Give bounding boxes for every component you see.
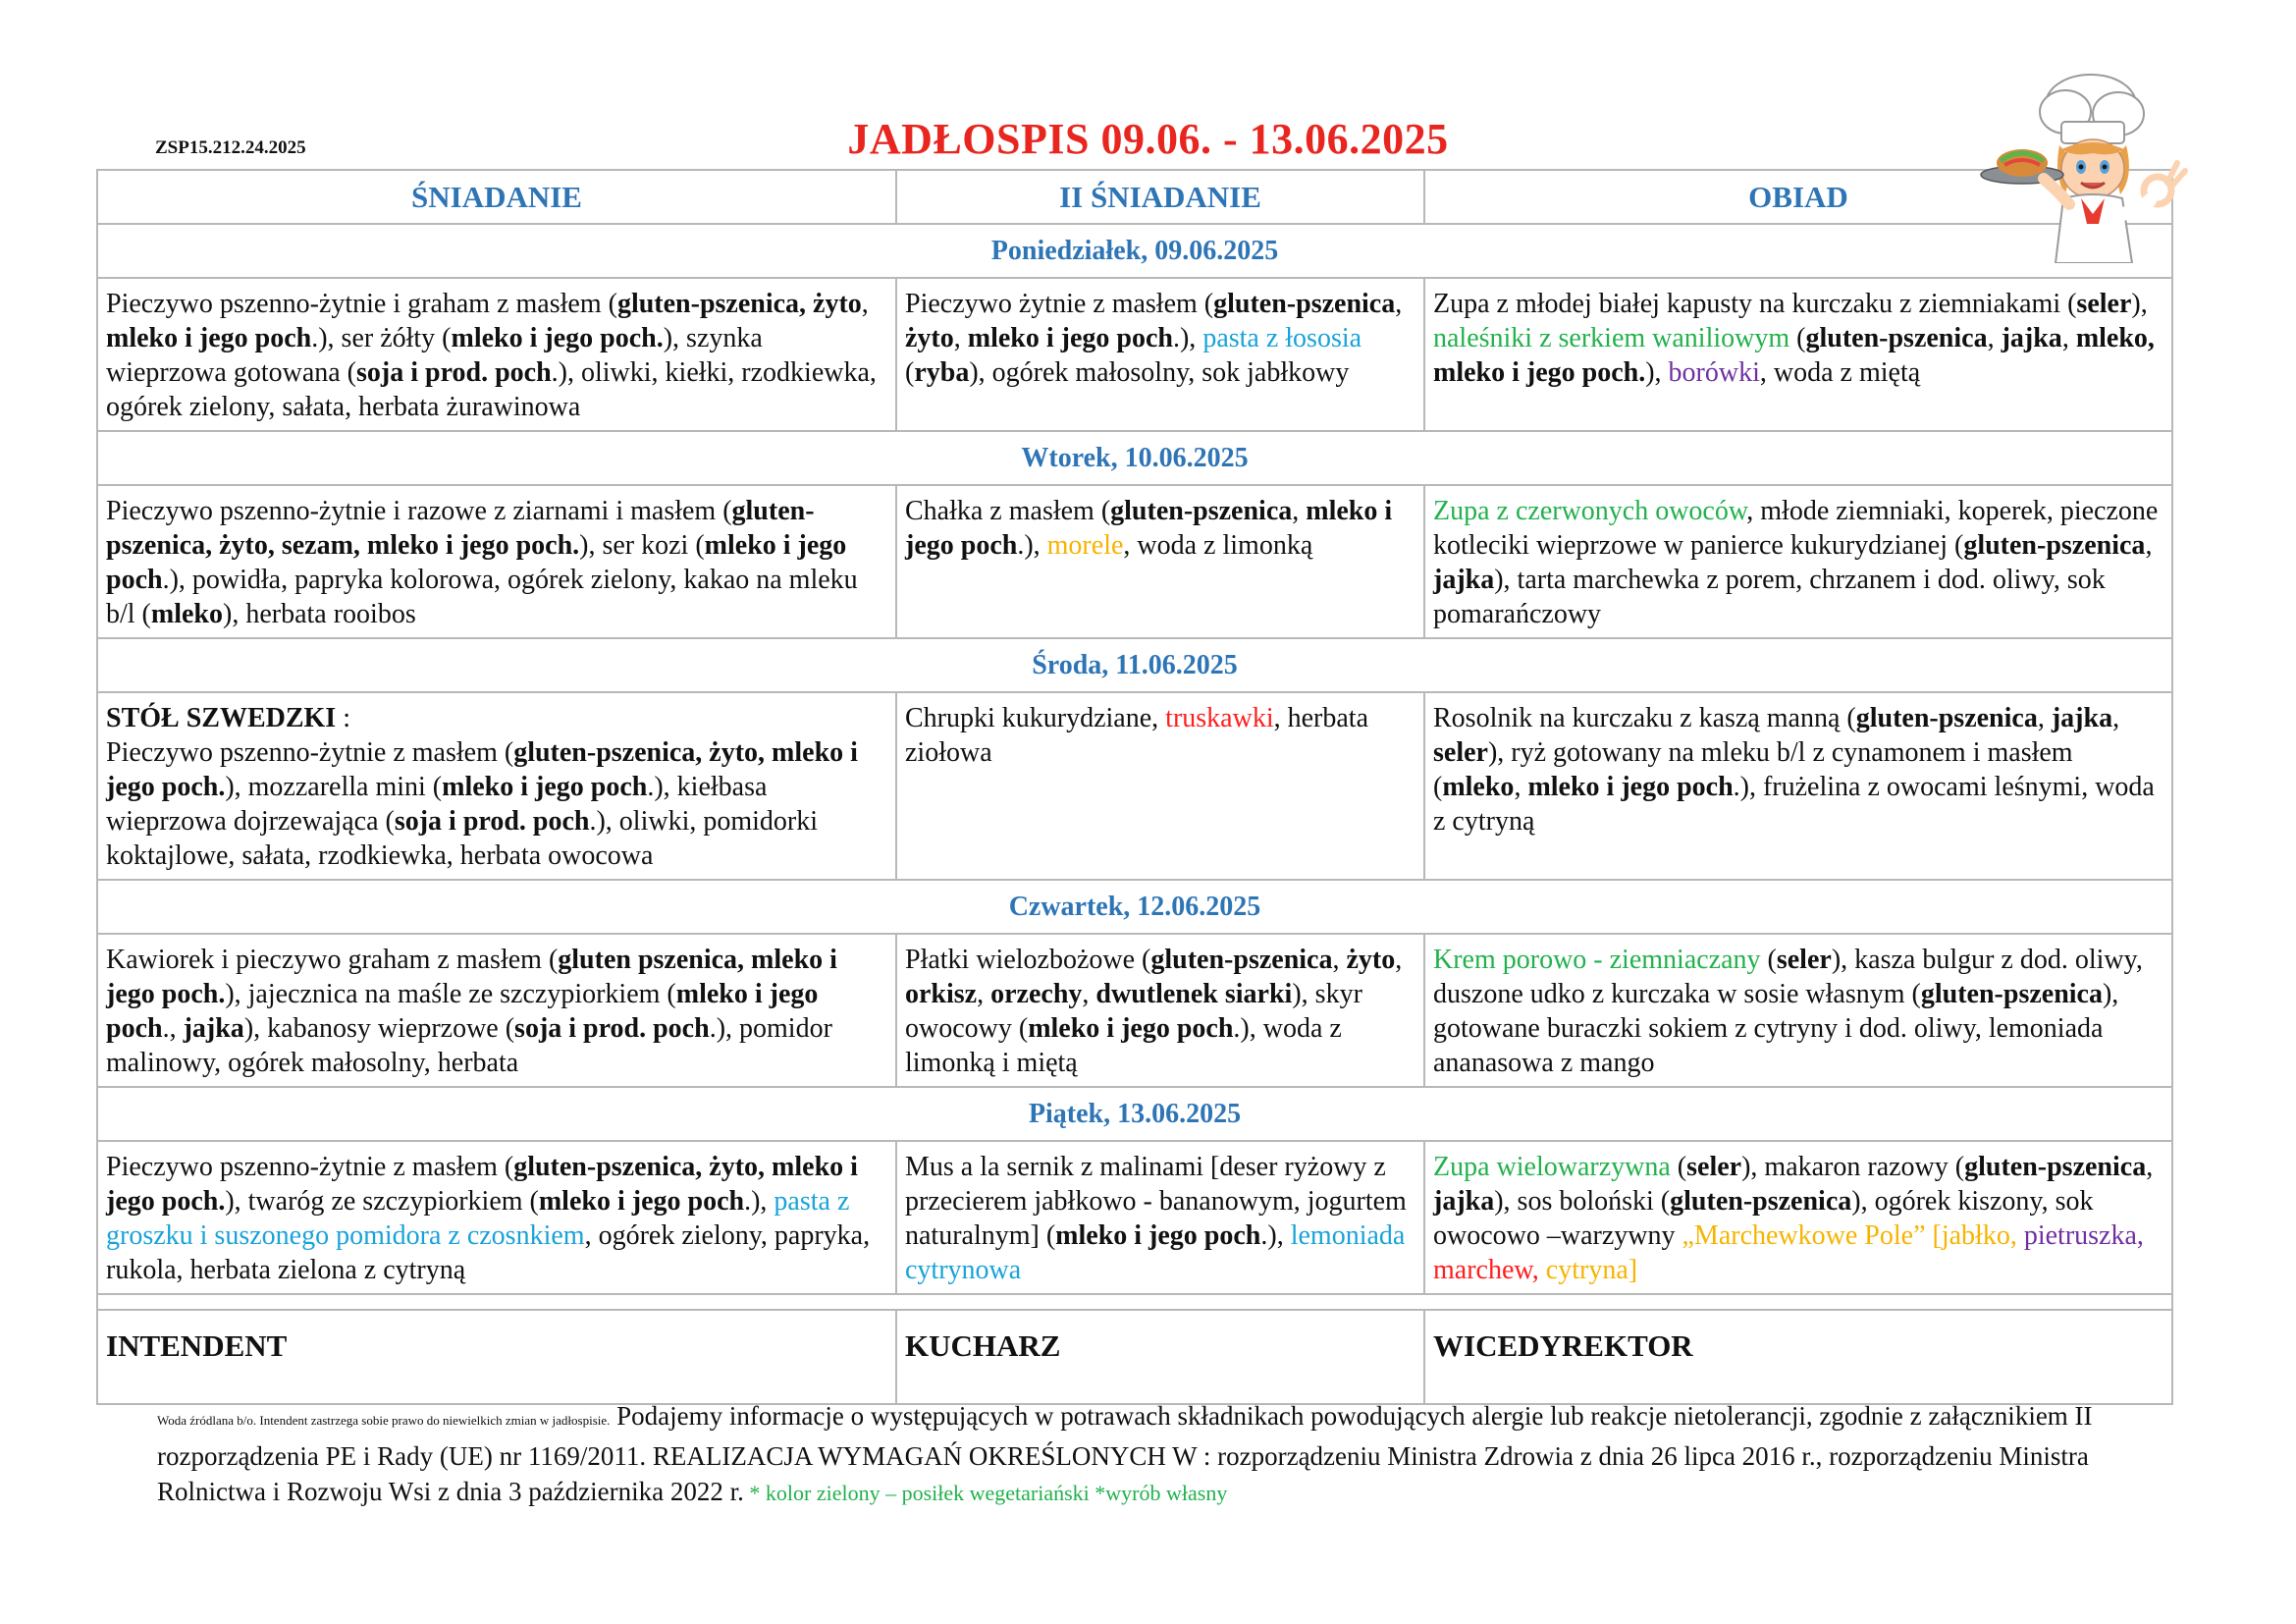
menu-text-run: jajka <box>1433 1186 1495 1217</box>
menu-text-run: gluten-pszenica, żyto, mleko i jego poch. <box>106 1152 858 1217</box>
menu-text-run: soja i prod. poch <box>514 1013 710 1044</box>
menu-text-run: ( <box>1789 323 1806 353</box>
menu-text-run: ( <box>1760 945 1777 975</box>
second-breakfast-cell <box>896 1141 1424 1294</box>
menu-text-run: , <box>861 289 869 319</box>
lunch-cell <box>1424 485 2172 638</box>
menu-text-run: jajka <box>183 1013 244 1044</box>
menu-text-run: mleko i jego poch. <box>451 323 664 353</box>
menu-text-run: truskawki <box>1165 703 1274 733</box>
menu-text-run: gluten pszenica, mleko i jego poch. <box>106 945 837 1009</box>
menu-text-run: mleko i jego poch <box>106 323 312 353</box>
menu-text-run: mleko <box>150 599 223 629</box>
menu-text-run: ), <box>2131 289 2148 319</box>
menu-text-run: gluten-pszenica <box>1964 1152 2147 1182</box>
menu-text-run: ), tarta marchewka z porem, chrzanem i dod. oliwy, sok pomarańczowy <box>1433 565 2106 629</box>
menu-table <box>96 169 2173 1405</box>
menu-text-run: seler <box>2076 289 2132 319</box>
menu-text-run: jajka <box>2051 703 2113 733</box>
menu-text-run: soja i prod. poch <box>394 806 590 837</box>
menu-text-run: Zupa wielowarzywna <box>1433 1152 1671 1182</box>
menu-text-run: , <box>1332 945 1347 975</box>
menu-text-run: mleko i jego poch <box>1527 772 1734 802</box>
menu-text-run: Płatki wielozbożowe ( <box>905 945 1151 975</box>
menu-text-run: .), kiełbasa wieprzowa dojrzewająca ( <box>106 772 768 837</box>
menu-text-run: marchew, <box>1433 1255 1546 1285</box>
lunch-cell <box>1424 1141 2172 1294</box>
menu-text-run: Kawiorek i pieczywo graham z masłem ( <box>106 945 559 975</box>
menu-text-run: gluten-pszenica <box>1920 979 2103 1009</box>
menu-text-run: mleko i jego poch <box>1055 1220 1261 1251</box>
menu-text-run: mleko, mleko i jego poch. <box>1433 323 2155 388</box>
menu-text-run: Pieczywo pszenno-żytnie z masłem ( <box>106 737 514 768</box>
second-breakfast-cell <box>896 485 1424 638</box>
menu-text-run: Pieczywo pszenno-żytnie i razowe z ziarnami i masłem ( <box>106 496 732 526</box>
menu-text-run: .), ser żółty ( <box>311 323 452 353</box>
signature-intendent: INTENDENT <box>97 1310 896 1404</box>
menu-text-run: [jabłko, <box>1932 1220 2024 1251</box>
lunch-cell <box>1424 278 2172 431</box>
meal-row <box>97 278 2172 431</box>
meal-row <box>97 1141 2172 1294</box>
spacer-row <box>97 1294 2172 1310</box>
menu-text-run: ), skyr owocowy ( <box>905 979 1362 1044</box>
menu-text-run: pasta z łososia <box>1202 323 1362 353</box>
menu-text-run: .), pomidor malinowy, ogórek małosolny, herbata <box>106 1013 832 1078</box>
menu-text-run: , <box>1082 979 1096 1009</box>
menu-text-run: gluten-pszenica <box>1805 323 1988 353</box>
menu-text-run: mleko i jego poch <box>442 772 648 802</box>
signature-vice-director: WICEDYREKTOR <box>1424 1310 2172 1404</box>
menu-text-run: borówki <box>1668 357 1760 388</box>
menu-text-run: morele <box>1046 530 1124 561</box>
menu-text-run: jajka <box>2001 323 2062 353</box>
menu-text-run: seler <box>1686 1152 1742 1182</box>
day-row <box>97 224 2172 278</box>
menu-text-run: , woda z miętą <box>1759 357 1921 388</box>
menu-text-run: ( <box>1670 1152 1687 1182</box>
menu-text-run: lemoniada cytrynowa <box>905 1220 1406 1285</box>
allergen-footer <box>157 1398 2179 1511</box>
menu-text-run: , <box>977 979 991 1009</box>
menu-text-run: jajka <box>1433 565 1495 595</box>
menu-text-run: ), twaróg ze szczypiorkiem ( <box>225 1186 539 1217</box>
menu-text-run: ), ryż gotowany na mleku b/l z cynamonem i masłem ( <box>1433 737 2073 802</box>
menu-text-run: .), oliwki, kiełki, rzodkiewka, ogórek zielony, sałata, herbata żurawinowa <box>106 357 877 422</box>
menu-text-run: .), powidła, papryka kolorowa, ogórek zielony, kakao na mleku b/l ( <box>106 565 858 629</box>
menu-text-run: pietruszka, <box>2023 1220 2144 1251</box>
menu-text-run: orkisz <box>905 979 978 1009</box>
signature-row <box>97 1310 2172 1404</box>
menu-text-run: żyto <box>1346 945 1396 975</box>
breakfast-cell <box>97 692 896 880</box>
menu-text-run: ( <box>905 357 915 388</box>
menu-text-run: Pieczywo pszenno-żytnie i graham z masłem ( <box>106 289 617 319</box>
menu-text-run: Chałka z masłem ( <box>905 496 1111 526</box>
breakfast-cell <box>97 934 896 1087</box>
menu-text-run: , <box>1514 772 1528 802</box>
column-header-second-breakfast: II ŚNIADANIE <box>896 170 1424 224</box>
menu-text-run: gluten-pszenica <box>1213 289 1396 319</box>
menu-text-run: ), jajecznica na maśle ze szczypiorkiem ( <box>225 979 676 1009</box>
day-label: Wtorek, 10.06.2025 <box>97 431 2172 485</box>
menu-text-run <box>1926 1220 1933 1251</box>
menu-text-run: , woda z limonką <box>1123 530 1313 561</box>
menu-body <box>97 224 2172 1404</box>
menu-text-run: „Marchewkowe Pole” <box>1682 1220 1926 1251</box>
day-row <box>97 1087 2172 1141</box>
menu-text-run: STÓŁ SZWEDZKI <box>106 703 337 733</box>
menu-text-run: , <box>2145 530 2153 561</box>
menu-text-run: gluten-pszenica, żyto, mleko i jego poch. <box>106 737 858 802</box>
breakfast-cell <box>97 485 896 638</box>
column-header-row <box>97 170 2172 224</box>
menu-text-run: .), <box>1172 323 1203 353</box>
footer-small-note: Woda źródlana b/o. Intendent zastrzega sobie prawo do niewielkich zmian w jadłospisie. <box>157 1413 611 1428</box>
menu-text-run: mleko <box>1442 772 1515 802</box>
menu-text-run: mleko i jego poch <box>106 979 819 1044</box>
menu-text-run: Pieczywo pszenno-żytnie z masłem ( <box>106 1152 514 1182</box>
menu-text-run: ), szynka wieprzowa gotowana ( <box>106 323 763 388</box>
menu-text-run: naleśniki z serkiem waniliowym <box>1433 323 1790 353</box>
lunch-cell <box>1424 934 2172 1087</box>
menu-text-run: ), <box>1645 357 1669 388</box>
menu-text-run: .), <box>1260 1220 1291 1251</box>
menu-text-run: gluten-pszenica <box>1150 945 1333 975</box>
day-row <box>97 431 2172 485</box>
menu-text-run: , młode ziemniaki, koperek, pieczone kotleciki wieprzowe w panierce kukurydzianej ( <box>1433 496 2159 561</box>
menu-text-run: mleko i jego poch <box>106 530 847 595</box>
menu-text-run: Krem porowo - ziemniaczany <box>1433 945 1761 975</box>
menu-text-run: mleko i jego poch <box>905 496 1393 561</box>
menu-text-run: ), mozzarella mini ( <box>225 772 443 802</box>
menu-text-run: gluten-pszenica, żyto <box>616 289 862 319</box>
menu-text-run: mleko i jego poch <box>538 1186 745 1217</box>
menu-text-run: gluten-pszenica <box>1855 703 2038 733</box>
day-label: Poniedziałek, 09.06.2025 <box>97 224 2172 278</box>
column-header-lunch: OBIAD <box>1424 170 2172 224</box>
menu-text-run: gluten-pszenica <box>1110 496 1293 526</box>
menu-text-run: gluten-pszenica <box>1963 530 2146 561</box>
footer-main-text: Podajemy informacje o występujących w potrawach składnikach powodujących alergie lub reakcje nietolerancji, zgodnie z załącznikiem II rozporządzenia PE i Rady (UE) nr 1169/2011. REALIZACJA WYMAGAŃ OKREŚLONYCH W : rozporządzeniu Ministra Zdrowia z dnia 26 lipca 2016 r., rozporządzeniu Ministra Rolnictwa i Rozwoju Wsi z dnia 3 października 2022 r. <box>157 1401 2093 1506</box>
menu-text-run: , <box>2112 703 2120 733</box>
menu-text-run: żyto <box>905 323 954 353</box>
menu-text-run: , <box>953 323 968 353</box>
menu-text-run: : <box>336 703 350 733</box>
menu-text-run: cytryna] <box>1545 1255 1638 1285</box>
menu-text-run: Chrupki kukurydziane, <box>905 703 1166 733</box>
menu-text-run: soja i prod. poch <box>356 357 552 388</box>
menu-text-run: seler <box>1776 945 1832 975</box>
chef-cartoon-icon <box>1975 67 2191 263</box>
menu-text-run: gluten-pszenica <box>1670 1186 1852 1217</box>
menu-text-run: ., <box>162 1013 184 1044</box>
page-title: JADŁOSPIS 09.06. - 13.06.2025 <box>847 115 1449 163</box>
meal-row <box>97 485 2172 638</box>
meal-row <box>97 934 2172 1087</box>
column-header-breakfast: ŚNIADANIE <box>97 170 896 224</box>
breakfast-cell <box>97 1141 896 1294</box>
day-row <box>97 880 2172 934</box>
menu-text-run: mleko i jego poch <box>1028 1013 1234 1044</box>
menu-text-run: , <box>1987 323 2002 353</box>
second-breakfast-cell <box>896 692 1424 880</box>
menu-text-run: Zupa z czerwonych owoców <box>1433 496 1747 526</box>
day-label: Czwartek, 12.06.2025 <box>97 880 2172 934</box>
menu-text-run: ), ser kozi ( <box>579 530 705 561</box>
menu-text-run: ), ogórek kiszony, sok owocowo –warzywny <box>1433 1186 2094 1251</box>
menu-text-run: , <box>1292 496 1307 526</box>
menu-text-run: mleko i jego poch <box>967 323 1173 353</box>
menu-text-run: , <box>2061 323 2076 353</box>
day-label: Piątek, 13.06.2025 <box>97 1087 2172 1141</box>
second-breakfast-cell <box>896 934 1424 1087</box>
menu-text-run: , ogórek zielony, papryka, rukola, herbata zielona z cytryną <box>106 1220 871 1285</box>
menu-text-run: Pieczywo żytnie z masłem ( <box>905 289 1214 319</box>
menu-text-run: ), kasza bulgur z dod. oliwy, duszone udko z kurczaka w sosie własnym ( <box>1433 945 2143 1009</box>
menu-text-run: seler <box>1433 737 1488 768</box>
menu-text-run: gluten-pszenica, żyto, sezam, mleko i jego poch. <box>106 496 815 561</box>
second-breakfast-cell <box>896 278 1424 431</box>
menu-text-run: , <box>2037 703 2052 733</box>
menu-text-run: .), <box>744 1186 774 1217</box>
menu-text-run: , <box>1395 289 1403 319</box>
menu-text-run: , herbata ziołowa <box>905 703 1368 768</box>
menu-text-run: ), makaron razowy ( <box>1741 1152 1965 1182</box>
menu-text-run: .), <box>1017 530 1047 561</box>
menu-text-run: Rosolnik na kurczaku z kaszą manną ( <box>1433 703 1856 733</box>
menu-text-run: .), woda z limonką i miętą <box>905 1013 1342 1078</box>
signature-cook: KUCHARZ <box>896 1310 1424 1404</box>
menu-text-run: ), sos boloński ( <box>1494 1186 1671 1217</box>
menu-text-run: dwutlenek siarki <box>1095 979 1293 1009</box>
menu-text-run: ), gotowane buraczki sokiem z cytryny i dod. oliwy, lemoniada ananasowa z mango <box>1433 979 2119 1078</box>
menu-text-run: .), oliwki, pomidorki koktajlowe, sałata, rzodkiewka, herbata owocowa <box>106 806 819 871</box>
day-label: Środa, 11.06.2025 <box>97 638 2172 692</box>
footer-green-note: * kolor zielony – posiłek wegetariański *wyrób własny <box>743 1481 1228 1505</box>
menu-text-run: ryba <box>914 357 970 388</box>
menu-text-run: , <box>2146 1152 2154 1182</box>
menu-text-run: , <box>1395 945 1403 975</box>
menu-text-run: Mus a la sernik z malinami [deser ryżowy z przecierem jabłkowo - bananowym, jogurtem naturalnym] ( <box>905 1152 1407 1251</box>
meal-row <box>97 692 2172 880</box>
day-row <box>97 638 2172 692</box>
breakfast-cell <box>97 278 896 431</box>
menu-text-run: Zupa z młodej białej kapusty na kurczaku z ziemniakami ( <box>1433 289 2077 319</box>
menu-text-run: .), frużelina z owocami leśnymi, woda z cytryną <box>1433 772 2155 837</box>
menu-text-run: ), ogórek małosolny, sok jabłkowy <box>969 357 1350 388</box>
menu-text-run: ), herbata rooibos <box>223 599 416 629</box>
lunch-cell <box>1424 692 2172 880</box>
document-code: ZSP15.212.24.2025 <box>155 137 306 158</box>
menu-text-run: orzechy <box>990 979 1083 1009</box>
menu-text-run: ), kabanosy wieprzowe ( <box>243 1013 515 1044</box>
menu-text-run: pasta z groszku i suszonego pomidora z czosnkiem <box>106 1186 850 1251</box>
